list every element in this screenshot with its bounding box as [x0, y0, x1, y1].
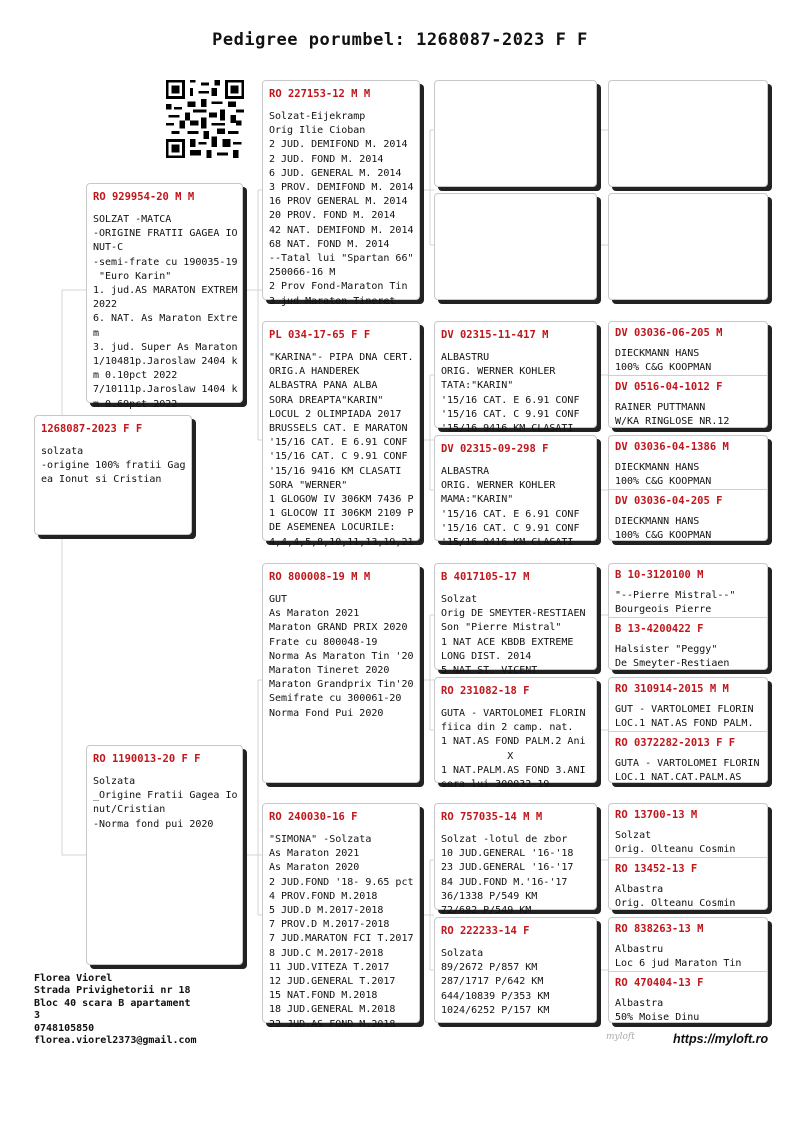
pigeon-notes: GUT As Maraton 2021 Maraton GRAND PRIX 2020 Frate cu 800048-19 Norma As Maraton Tin '20 Maraton Tineret 2020 Maraton Grandprix Tin'20 Semifrate cu 300061-20 Norma Fond Pui 2020	[269, 594, 414, 719]
pigeon-ring-code: DV 03036-04-205 F	[615, 495, 723, 507]
pigeon-ring-code: RO 227153-12 M M	[269, 88, 371, 100]
ancestor-entry[interactable]	[609, 564, 767, 617]
pigeon-notes: GUTA - VARTOLOMEI FLORIN fiica din 2 camp. nat. 1 NAT.AS FOND PALM.2 Ani X 1 NAT.PALM.AS FOND 3.ANI sora lui 300032-19	[441, 708, 586, 791]
pigeon-notes: Solzata 89/2672 P/857 KM 287/1717 P/642 KM 644/10839 P/353 KM 1024/6252 P/157 KM	[441, 948, 550, 1016]
qr-code-icon	[166, 80, 244, 158]
ancestor-pair-card[interactable]	[608, 435, 768, 541]
pigeon-notes: ALBASTRU ORIG. WERNER KOHLER TATA:"KARIN" '15/16 CAT. E 6.91 CONF '15/16 CAT. C 9.91 CONF '15/16 9416 KM CLASATI	[441, 352, 580, 435]
pigeon-ring-code: 1268087-2023 F F	[41, 423, 143, 435]
pigeon-ring-code: RO 800008-19 M M	[269, 571, 371, 583]
ancestor-entry[interactable]	[609, 857, 767, 911]
pigeon-notes: "SIMONA" -Solzata As Maraton 2021 As Maraton 2020 2 JUD.FOND '18- 9.65 pct 4 PROV.FOND M.2018 5 JUD.D M.2017-2018 7 PROV.D M.2017-2018 7 JUD.MARATON FCI T.2017 8 JUD.C M.2017-2018 11 JUD.VITEZA T.2017 12 JUD.GENERAL T.2017 15 NAT.FOND M.2018 18 JUD.GENERAL M.2018 22 JUD.AS FOND M.2018	[269, 834, 414, 1030]
sire-sire-card[interactable]	[262, 80, 420, 307]
pigeon-notes: Solzat-Eijekramp Orig Ilie Cioban 2 JUD. DEMIFOND M. 2014 2 JUD. FOND M. 2014 6 JUD. GENERAL M. 2014 3 PROV. DEMIFOND M. 2014 16 PROV GENERAL M. 2014 20 PROV. FOND M. 2014 42 NAT. DEMIFOND M. 2014 68 NAT. FOND M. 2014 --Tatal lui "Spartan 66" 250066-16 M 2 Prov Fond-Maraton Tin 3 jud Maraton Tineret	[269, 111, 414, 307]
dam-card[interactable]	[86, 745, 243, 965]
pigeon-notes: Solzat Orig. Olteanu Cosmin	[615, 830, 736, 856]
ancestor-card[interactable]	[434, 677, 597, 791]
ancestor-entry[interactable]	[609, 804, 767, 857]
ancestor-entry[interactable]	[609, 375, 767, 429]
pigeon-ring-code: RO 757035-14 M M	[441, 811, 543, 823]
ancestor-card[interactable]	[434, 803, 597, 917]
pigeon-notes: DIECKMANN HANS 100% C&G KOOPMAN	[615, 516, 712, 542]
ancestor-pair-card[interactable]	[608, 321, 768, 428]
pigeon-ring-code: RO 929954-20 M M	[93, 191, 195, 203]
pigeon-ring-code: DV 03036-06-205 M	[615, 327, 723, 339]
ancestor-entry[interactable]	[609, 617, 767, 671]
ancestor-pair-card[interactable]	[608, 677, 768, 783]
pigeon-notes: Albastra Orig. Olteanu Cosmin	[615, 884, 736, 910]
ancestor-card[interactable]	[434, 563, 597, 677]
sire-dam-card[interactable]	[262, 321, 420, 548]
pigeon-ring-code: DV 0516-04-1012 F	[615, 381, 723, 393]
sire-card[interactable]	[86, 183, 243, 410]
empty-ancestor-card[interactable]	[434, 193, 597, 300]
empty-ancestor-card[interactable]	[434, 80, 597, 187]
ancestor-pair-card[interactable]	[608, 563, 768, 670]
empty-ancestor-card[interactable]	[608, 80, 768, 187]
pigeon-ring-code: RO 222233-14 F	[441, 925, 530, 937]
pigeon-notes: SOLZAT -MATCA -ORIGINE FRATII GAGEA IO NUT-C -semi-frate cu 190035-19 "Euro Karin" 1. jud.AS MARATON EXTREM 2022 6. NAT. As Maraton Extre m 3. jud. Super As Maraton 1/10481p.Jaroslaw 2404 k m 0.10pct 2022 7/10111p.Jaroslaw 1404 k m 0.69pct 2022	[93, 214, 238, 410]
pigeon-notes: solzata -origine 100% fratii Gag ea Ionut si Cristian	[41, 446, 186, 486]
ancestor-entry[interactable]	[609, 918, 767, 971]
dam-sire-card[interactable]	[262, 563, 420, 783]
page-title: Pedigree porumbel: 1268087-2023 F F	[212, 30, 588, 50]
pigeon-ring-code: RO 231082-18 F	[441, 685, 530, 697]
pigeon-ring-code: RO 13700-13 M	[615, 809, 698, 821]
ancestor-entry[interactable]	[609, 489, 767, 542]
ancestor-card[interactable]	[434, 435, 597, 549]
pigeon-ring-code: DV 02315-11-417 M	[441, 329, 549, 341]
pigeon-notes: GUT - VARTOLOMEI FLORIN LOC.1 NAT.AS FOND PALM.	[615, 704, 754, 730]
empty-ancestor-card[interactable]	[608, 193, 768, 300]
pigeon-notes: Albastru Loc 6 jud Maraton Tin	[615, 944, 742, 970]
pigeon-notes: "KARINA"- PIPA DNA CERT. ORIG.A HANDEREK ALBASTRA PANA ALBA SORA DREAPTA"KARIN" LOCUL 2 OLIMPIADA 2017 BRUSSELS CAT. E MARATON '15/16 CAT. E 6.91 CONF '15/16 CAT. C 9.91 CONF '15/16 9416 KM CLASATI SORA "WERNER" 1 GLOGOW IV 306KM 7436 P 1 GLOCOW II 306KM 2109 P DE ASEMENEA LOCURILE: 4,4,4,5,8,10,11,13,19,21	[269, 352, 414, 548]
pigeon-ring-code: RO 240030-16 F	[269, 811, 358, 823]
pigeon-notes: Solzata _Origine Fratii Gagea Io nut/Cristian -Norma fond pui 2020	[93, 776, 238, 830]
ancestor-pair-card[interactable]	[608, 917, 768, 1023]
ancestor-pair-card[interactable]	[608, 803, 768, 910]
pigeon-ring-code: RO 13452-13 F	[615, 863, 698, 875]
pigeon-ring-code: B 13-4200422 F	[615, 623, 704, 635]
pigeon-ring-code: RO 470404-13 F	[615, 977, 704, 989]
pigeon-ring-code: RO 0372282-2013 F F	[615, 737, 736, 749]
pigeon-notes: Halsister "Peggy" De Smeyter-Restiaen	[615, 644, 730, 670]
pigeon-notes: Solzat Orig DE SMEYTER-RESTIAEN Son "Pierre Mistral" 1 NAT ACE KBDB EXTREME LONG DIST. 2014 5 NAT ST. VICENT	[441, 594, 586, 677]
pigeon-notes: DIECKMANN HANS 100% C&G KOOPMAN	[615, 462, 712, 488]
ancestor-card[interactable]	[434, 917, 597, 1023]
signature-logo: myloft	[606, 1032, 635, 1042]
ancestor-card[interactable]	[434, 321, 597, 435]
pigeon-notes: Solzat -lotul de zbor 10 JUD.GENERAL '16-'18 23 JUD.GENERAL '16-'17 84 JUD.FOND M.'16-'17 36/1338 P/549 KM 72/682 P/549 KM	[441, 834, 574, 917]
pigeon-ring-code: B 10-3120100 M	[615, 569, 704, 581]
pigeon-notes: RAINER PUTTMANN W/KA RINGLOSE NR.12	[615, 402, 730, 428]
ancestor-entry[interactable]	[609, 678, 767, 731]
pigeon-ring-code: B 4017105-17 M	[441, 571, 530, 583]
pigeon-ring-code: RO 310914-2015 M M	[615, 683, 729, 695]
breeder-contact: Florea Viorel Strada Privighetorii nr 18 Bloc 40 scara B apartament 3 0748105850 florea.viorel2373@gmail.com	[34, 973, 197, 1047]
pigeon-ring-code: PL 034-17-65 F F	[269, 329, 371, 341]
pigeon-notes: Albastra 50% Moise Dinu	[615, 998, 700, 1024]
pigeon-ring-code: RO 1190013-20 F F	[93, 753, 201, 765]
subject-card[interactable]	[34, 415, 192, 535]
website-link[interactable]: https://myloft.ro	[673, 1032, 769, 1046]
pigeon-notes: ALBASTRA ORIG. WERNER KOHLER MAMA:"KARIN" '15/16 CAT. E 6.91 CONF '15/16 CAT. C 9.91 CONF '15/16 9416 KM CLASATI	[441, 466, 580, 549]
pigeon-notes: DIECKMANN HANS 100% C&G KOOPMAN	[615, 348, 712, 374]
ancestor-entry[interactable]	[609, 436, 767, 489]
pigeon-ring-code: RO 838263-13 M	[615, 923, 704, 935]
pigeon-notes: GUTA - VARTOLOMEI FLORIN LOC.1 NAT.CAT.PALM.AS	[615, 758, 760, 784]
ancestor-entry[interactable]	[609, 322, 767, 375]
pigeon-ring-code: DV 02315-09-298 F	[441, 443, 549, 455]
pigeon-ring-code: DV 03036-04-1386 M	[615, 441, 729, 453]
ancestor-entry[interactable]	[609, 731, 767, 784]
dam-dam-card[interactable]	[262, 803, 420, 1030]
pigeon-notes: "--Pierre Mistral--" Bourgeois Pierre	[615, 590, 736, 616]
ancestor-entry[interactable]	[609, 971, 767, 1024]
